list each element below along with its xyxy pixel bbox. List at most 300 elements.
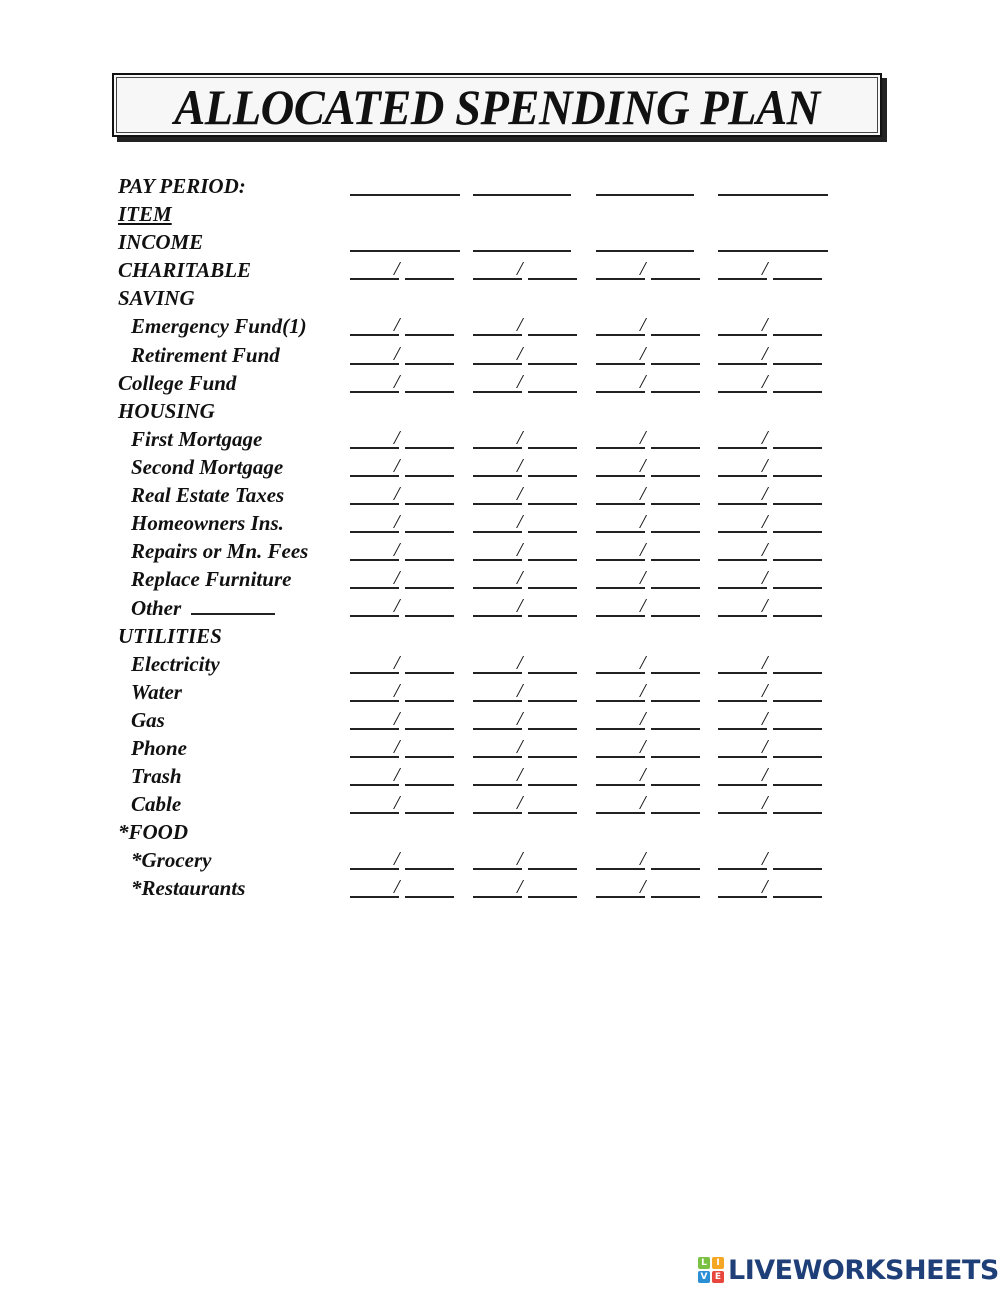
separator: / (394, 567, 400, 590)
form-row (118, 256, 878, 284)
amount-percent-field[interactable] (596, 481, 706, 507)
separator: / (394, 763, 400, 786)
amount-percent-field[interactable] (596, 341, 706, 367)
amount-percent-field[interactable] (350, 453, 460, 479)
percent-blank[interactable] (773, 475, 822, 477)
amount-blank[interactable] (350, 334, 399, 336)
amount-percent-field[interactable] (718, 846, 828, 872)
amount-blank[interactable] (596, 700, 645, 702)
amount-percent-field[interactable] (718, 706, 828, 732)
separator: / (762, 876, 768, 899)
amount-blank[interactable] (350, 784, 399, 786)
percent-blank[interactable] (528, 784, 577, 786)
percent-blank[interactable] (651, 278, 700, 280)
percent-blank[interactable] (773, 784, 822, 786)
amount-percent-field[interactable] (473, 565, 583, 591)
amount-blank[interactable] (596, 896, 645, 898)
separator: / (517, 539, 523, 562)
separator: / (394, 876, 400, 899)
amount-percent-field[interactable] (473, 537, 583, 563)
separator: / (762, 342, 768, 365)
amount-blank[interactable] (473, 728, 522, 730)
amount-blank[interactable] (473, 700, 522, 702)
amount-blank[interactable] (350, 756, 399, 758)
amount-percent-field[interactable] (596, 846, 706, 872)
amount-blank[interactable] (718, 756, 767, 758)
percent-blank[interactable] (405, 587, 454, 589)
amount-percent-field[interactable] (596, 509, 706, 535)
amount-percent-field[interactable] (473, 874, 583, 900)
amount-percent-field[interactable] (473, 678, 583, 704)
amount-blank[interactable] (718, 868, 767, 870)
amount-percent-field[interactable] (596, 453, 706, 479)
amount-blank[interactable] (596, 503, 645, 505)
amount-percent-field[interactable] (718, 762, 828, 788)
amount-blank[interactable] (473, 896, 522, 898)
amount-percent-field[interactable] (596, 874, 706, 900)
row-label-text: Phone (131, 735, 188, 760)
form-row (118, 425, 878, 453)
separator: / (762, 679, 768, 702)
percent-blank[interactable] (405, 868, 454, 870)
amount-percent-field[interactable] (350, 762, 460, 788)
percent-blank[interactable] (528, 503, 577, 505)
amount-percent-field[interactable] (350, 790, 460, 816)
percent-blank[interactable] (405, 447, 454, 449)
row-label-text: UTILITIES (118, 623, 222, 648)
percent-blank[interactable] (773, 868, 822, 870)
amount-blank[interactable] (473, 559, 522, 561)
percent-blank[interactable] (528, 447, 577, 449)
amount-percent-field[interactable] (350, 509, 460, 535)
amount-percent-field[interactable] (350, 312, 460, 338)
amount-percent-field[interactable] (473, 369, 583, 395)
separator: / (640, 792, 646, 815)
blank-field[interactable] (350, 172, 460, 198)
percent-blank[interactable] (528, 728, 577, 730)
amount-blank[interactable] (473, 784, 522, 786)
amount-percent-field[interactable] (473, 762, 583, 788)
separator: / (517, 651, 523, 674)
amount-percent-field[interactable] (596, 762, 706, 788)
amount-percent-field[interactable] (350, 706, 460, 732)
amount-percent-field[interactable] (473, 593, 583, 619)
logo-letter: L (698, 1257, 710, 1269)
percent-blank[interactable] (528, 391, 577, 393)
separator: / (394, 258, 400, 281)
form-row (118, 369, 878, 397)
separator: / (762, 763, 768, 786)
row-label-text: HOUSING (118, 398, 215, 423)
percent-blank[interactable] (405, 278, 454, 280)
amount-percent-field[interactable] (350, 341, 460, 367)
percent-blank[interactable] (405, 756, 454, 758)
amount-percent-field[interactable] (718, 341, 828, 367)
amount-blank[interactable] (350, 896, 399, 898)
form-row (118, 622, 878, 650)
other-specify-blank[interactable] (191, 595, 275, 615)
percent-blank[interactable] (405, 728, 454, 730)
separator: / (640, 539, 646, 562)
separator: / (762, 539, 768, 562)
percent-blank[interactable] (651, 756, 700, 758)
blank-field[interactable] (718, 228, 828, 254)
percent-blank[interactable] (773, 896, 822, 898)
amount-blank[interactable] (350, 503, 399, 505)
amount-blank[interactable] (473, 475, 522, 477)
amount-blank[interactable] (596, 334, 645, 336)
percent-blank[interactable] (773, 447, 822, 449)
amount-percent-field[interactable] (350, 650, 460, 676)
blank-line (596, 250, 694, 252)
amount-blank[interactable] (718, 363, 767, 365)
blank-field[interactable] (473, 228, 583, 254)
amount-blank[interactable] (718, 896, 767, 898)
separator: / (762, 314, 768, 337)
amount-blank[interactable] (718, 503, 767, 505)
percent-blank[interactable] (528, 559, 577, 561)
percent-blank[interactable] (528, 531, 577, 533)
blank-field[interactable] (473, 172, 583, 198)
separator: / (517, 511, 523, 534)
row-label-text: Trash (131, 763, 182, 788)
percent-blank[interactable] (773, 334, 822, 336)
amount-blank[interactable] (596, 672, 645, 674)
percent-blank[interactable] (405, 475, 454, 477)
amount-percent-field[interactable] (350, 256, 460, 282)
amount-blank[interactable] (473, 391, 522, 393)
amount-percent-field[interactable] (718, 453, 828, 479)
percent-blank[interactable] (651, 363, 700, 365)
amount-blank[interactable] (473, 447, 522, 449)
amount-blank[interactable] (350, 531, 399, 533)
amount-blank[interactable] (596, 812, 645, 814)
blank-field[interactable] (718, 172, 828, 198)
percent-blank[interactable] (773, 391, 822, 393)
amount-percent-field[interactable] (718, 425, 828, 451)
amount-blank[interactable] (350, 700, 399, 702)
amount-blank[interactable] (596, 728, 645, 730)
amount-blank[interactable] (473, 672, 522, 674)
amount-percent-field[interactable] (718, 256, 828, 282)
amount-blank[interactable] (596, 447, 645, 449)
percent-blank[interactable] (773, 278, 822, 280)
form-row (118, 284, 878, 312)
amount-blank[interactable] (350, 363, 399, 365)
amount-percent-field[interactable] (350, 846, 460, 872)
percent-blank[interactable] (405, 784, 454, 786)
percent-blank[interactable] (528, 700, 577, 702)
row-label (118, 258, 251, 282)
amount-percent-field[interactable] (473, 425, 583, 451)
amount-blank[interactable] (350, 587, 399, 589)
amount-blank[interactable] (596, 587, 645, 589)
separator: / (517, 426, 523, 449)
percent-blank[interactable] (651, 334, 700, 336)
percent-blank[interactable] (773, 700, 822, 702)
amount-percent-field[interactable] (473, 734, 583, 760)
percent-blank[interactable] (528, 896, 577, 898)
amount-blank[interactable] (718, 391, 767, 393)
amount-blank[interactable] (596, 756, 645, 758)
amount-blank[interactable] (596, 531, 645, 533)
percent-blank[interactable] (405, 391, 454, 393)
separator: / (394, 539, 400, 562)
amount-percent-field[interactable] (350, 537, 460, 563)
percent-blank[interactable] (528, 278, 577, 280)
percent-blank[interactable] (405, 896, 454, 898)
row-label (131, 483, 284, 507)
amount-blank[interactable] (473, 812, 522, 814)
form-row (118, 734, 878, 762)
amount-percent-field[interactable] (718, 790, 828, 816)
row-label-text: PAY PERIOD: (118, 174, 246, 198)
amount-percent-field[interactable] (350, 734, 460, 760)
amount-percent-field[interactable] (718, 565, 828, 591)
amount-blank[interactable] (473, 363, 522, 365)
amount-blank[interactable] (718, 334, 767, 336)
amount-blank[interactable] (718, 672, 767, 674)
separator: / (762, 258, 768, 281)
percent-blank[interactable] (528, 587, 577, 589)
form-row (118, 706, 878, 734)
amount-blank[interactable] (350, 812, 399, 814)
percent-blank[interactable] (773, 672, 822, 674)
amount-percent-field[interactable] (473, 453, 583, 479)
percent-blank[interactable] (651, 700, 700, 702)
amount-blank[interactable] (596, 278, 645, 280)
amount-percent-field[interactable] (596, 790, 706, 816)
amount-blank[interactable] (473, 587, 522, 589)
amount-blank[interactable] (718, 447, 767, 449)
percent-blank[interactable] (528, 363, 577, 365)
percent-blank[interactable] (651, 587, 700, 589)
amount-percent-field[interactable] (596, 593, 706, 619)
separator: / (394, 651, 400, 674)
percent-blank[interactable] (651, 559, 700, 561)
amount-percent-field[interactable] (718, 650, 828, 676)
separator: / (640, 876, 646, 899)
row-label (131, 652, 220, 676)
amount-blank[interactable] (596, 475, 645, 477)
amount-blank[interactable] (473, 868, 522, 870)
amount-percent-field[interactable] (473, 650, 583, 676)
amount-percent-field[interactable] (596, 650, 706, 676)
row-label-text: Emergency Fund(1) (131, 314, 307, 339)
amount-percent-field[interactable] (350, 425, 460, 451)
separator: / (394, 735, 400, 758)
percent-blank[interactable] (651, 475, 700, 477)
amount-percent-field[interactable] (596, 537, 706, 563)
row-label (118, 399, 215, 423)
row-label (131, 427, 262, 451)
amount-blank[interactable] (473, 278, 522, 280)
amount-percent-field[interactable] (350, 874, 460, 900)
separator: / (762, 454, 768, 477)
percent-blank[interactable] (528, 672, 577, 674)
percent-blank[interactable] (773, 756, 822, 758)
amount-percent-field[interactable] (473, 509, 583, 535)
amount-percent-field[interactable] (718, 678, 828, 704)
amount-percent-field[interactable] (596, 425, 706, 451)
amount-percent-field[interactable] (350, 369, 460, 395)
amount-blank[interactable] (596, 391, 645, 393)
amount-percent-field[interactable] (473, 481, 583, 507)
amount-percent-field[interactable] (350, 593, 460, 619)
row-label (131, 539, 308, 563)
live-blocks-icon (698, 1257, 724, 1283)
amount-blank[interactable] (718, 728, 767, 730)
amount-percent-field[interactable] (718, 509, 828, 535)
blank-field[interactable] (350, 228, 460, 254)
separator: / (394, 595, 400, 618)
separator: / (762, 735, 768, 758)
percent-blank[interactable] (405, 363, 454, 365)
amount-blank[interactable] (350, 475, 399, 477)
percent-blank[interactable] (651, 896, 700, 898)
amount-blank[interactable] (718, 475, 767, 477)
amount-percent-field[interactable] (473, 256, 583, 282)
amount-percent-field[interactable] (718, 537, 828, 563)
amount-percent-field[interactable] (596, 734, 706, 760)
amount-percent-field[interactable] (718, 593, 828, 619)
row-label (118, 230, 203, 254)
percent-blank[interactable] (528, 615, 577, 617)
percent-blank[interactable] (651, 728, 700, 730)
percent-blank[interactable] (651, 812, 700, 814)
blank-field[interactable] (596, 172, 706, 198)
amount-blank[interactable] (473, 334, 522, 336)
percent-blank[interactable] (773, 531, 822, 533)
percent-blank[interactable] (405, 334, 454, 336)
amount-blank[interactable] (350, 615, 399, 617)
percent-blank[interactable] (405, 503, 454, 505)
percent-blank[interactable] (773, 363, 822, 365)
percent-blank[interactable] (405, 812, 454, 814)
amount-blank[interactable] (596, 868, 645, 870)
separator: / (394, 792, 400, 815)
amount-percent-field[interactable] (350, 565, 460, 591)
percent-blank[interactable] (528, 868, 577, 870)
percent-blank[interactable] (405, 700, 454, 702)
percent-blank[interactable] (651, 615, 700, 617)
percent-blank[interactable] (651, 784, 700, 786)
amount-blank[interactable] (718, 278, 767, 280)
amount-percent-field[interactable] (596, 678, 706, 704)
percent-blank[interactable] (773, 559, 822, 561)
amount-blank[interactable] (718, 587, 767, 589)
amount-blank[interactable] (718, 700, 767, 702)
percent-blank[interactable] (651, 447, 700, 449)
amount-percent-field[interactable] (596, 256, 706, 282)
row-label-text: Other (131, 596, 182, 621)
amount-percent-field[interactable] (596, 565, 706, 591)
percent-blank[interactable] (405, 672, 454, 674)
blank-field[interactable] (596, 228, 706, 254)
amount-blank[interactable] (473, 615, 522, 617)
amount-blank[interactable] (473, 531, 522, 533)
separator: / (640, 567, 646, 590)
percent-blank[interactable] (773, 587, 822, 589)
amount-percent-field[interactable] (596, 369, 706, 395)
form-row (118, 678, 878, 706)
amount-percent-field[interactable] (473, 846, 583, 872)
amount-blank[interactable] (350, 728, 399, 730)
percent-blank[interactable] (528, 334, 577, 336)
amount-blank[interactable] (350, 868, 399, 870)
amount-blank[interactable] (596, 784, 645, 786)
amount-percent-field[interactable] (473, 312, 583, 338)
row-label (131, 876, 245, 900)
percent-blank[interactable] (651, 503, 700, 505)
separator: / (640, 848, 646, 871)
amount-percent-field[interactable] (350, 678, 460, 704)
amount-blank[interactable] (350, 672, 399, 674)
amount-blank[interactable] (350, 447, 399, 449)
amount-percent-field[interactable] (473, 341, 583, 367)
amount-blank[interactable] (350, 391, 399, 393)
amount-blank[interactable] (718, 615, 767, 617)
percent-blank[interactable] (651, 391, 700, 393)
form-row (118, 593, 878, 621)
percent-blank[interactable] (405, 615, 454, 617)
percent-blank[interactable] (651, 531, 700, 533)
amount-blank[interactable] (718, 559, 767, 561)
percent-blank[interactable] (773, 615, 822, 617)
percent-blank[interactable] (773, 812, 822, 814)
row-label-text: Gas (131, 707, 165, 732)
row-label-text: *Grocery (131, 848, 212, 873)
amount-blank[interactable] (596, 559, 645, 561)
percent-blank[interactable] (651, 868, 700, 870)
row-label-text: ITEM (118, 202, 172, 227)
amount-percent-field[interactable] (596, 312, 706, 338)
percent-blank[interactable] (528, 475, 577, 477)
percent-blank[interactable] (651, 672, 700, 674)
percent-blank[interactable] (405, 559, 454, 561)
amount-percent-field[interactable] (718, 734, 828, 760)
percent-blank[interactable] (528, 812, 577, 814)
amount-percent-field[interactable] (473, 790, 583, 816)
amount-blank[interactable] (350, 278, 399, 280)
blank-line (473, 250, 571, 252)
amount-percent-field[interactable] (718, 369, 828, 395)
row-label (131, 314, 307, 338)
spending-plan-form (118, 172, 878, 902)
amount-blank[interactable] (596, 363, 645, 365)
amount-blank[interactable] (718, 531, 767, 533)
percent-blank[interactable] (405, 531, 454, 533)
amount-percent-field[interactable] (350, 481, 460, 507)
row-label (131, 680, 182, 704)
amount-blank[interactable] (350, 559, 399, 561)
amount-blank[interactable] (473, 503, 522, 505)
percent-blank[interactable] (528, 756, 577, 758)
amount-percent-field[interactable] (473, 706, 583, 732)
amount-percent-field[interactable] (596, 706, 706, 732)
amount-percent-field[interactable] (718, 312, 828, 338)
amount-blank[interactable] (718, 784, 767, 786)
separator: / (394, 483, 400, 506)
form-row (118, 762, 878, 790)
amount-percent-field[interactable] (718, 481, 828, 507)
amount-blank[interactable] (718, 812, 767, 814)
amount-percent-field[interactable] (718, 874, 828, 900)
amount-blank[interactable] (473, 756, 522, 758)
percent-blank[interactable] (773, 503, 822, 505)
percent-blank[interactable] (773, 728, 822, 730)
amount-blank[interactable] (596, 615, 645, 617)
